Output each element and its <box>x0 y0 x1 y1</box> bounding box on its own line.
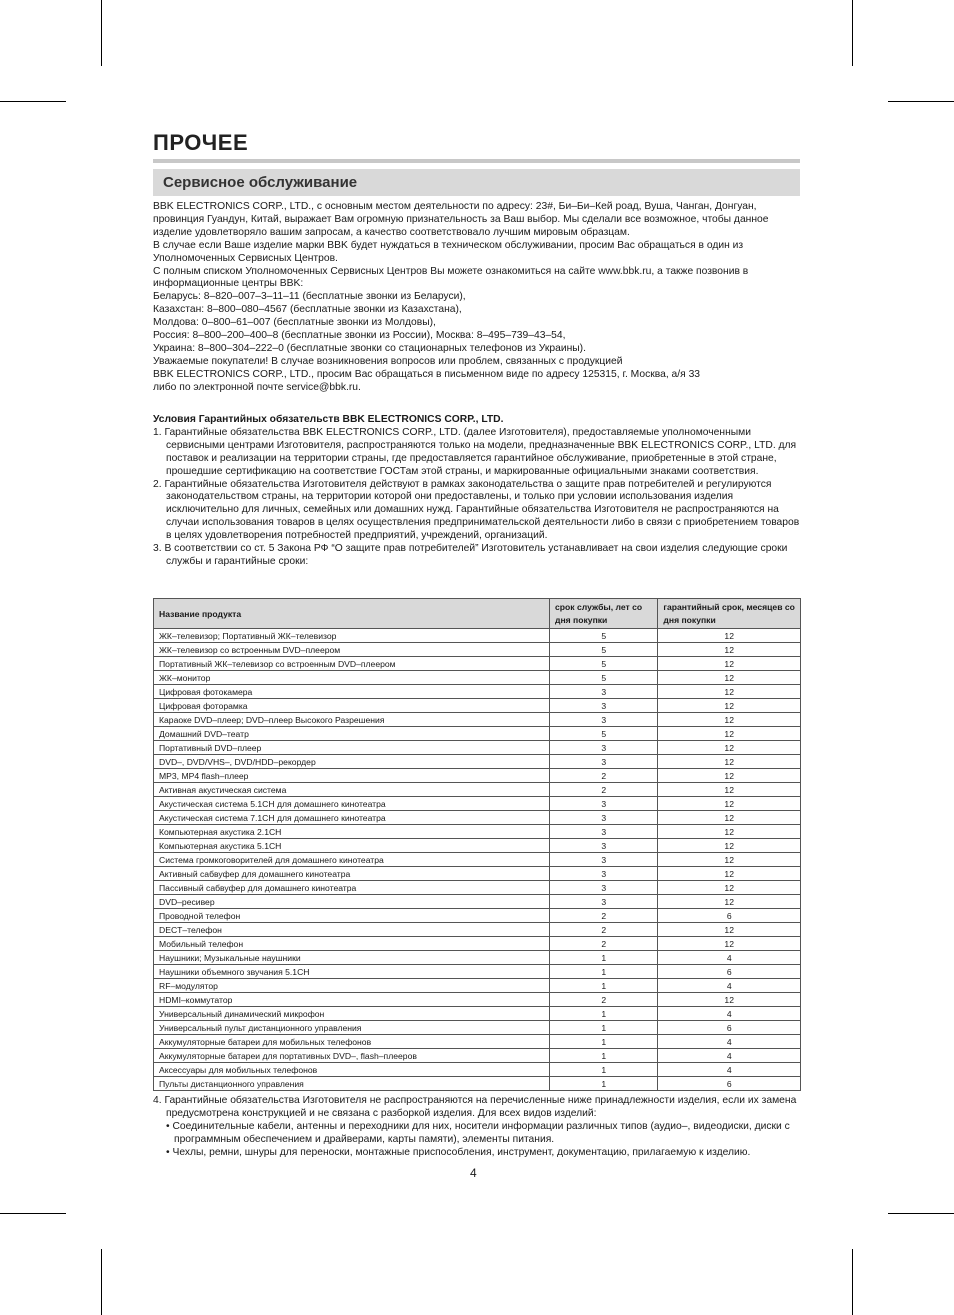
warranty-cell: 12 <box>658 783 801 797</box>
warranty-cell: 6 <box>658 1021 801 1035</box>
table-row <box>154 825 801 839</box>
warranty-cell: 4 <box>658 1063 801 1077</box>
conditions-title: Условия Гарантийных обязательств BBK ELECTRONICS CORP., LTD. <box>153 414 504 425</box>
warranty-cell: 12 <box>658 853 801 867</box>
crop-mark <box>888 101 954 102</box>
service-life-cell: 1 <box>550 965 658 979</box>
product-cell: Акустическая система 5.1CH для домашнего кинотеатра <box>154 797 550 811</box>
product-cell: DVD–ресивер <box>154 895 550 909</box>
warranty-cell: 12 <box>658 923 801 937</box>
product-cell: Компьютерная акустика 5.1CH <box>154 839 550 853</box>
product-cell: Наушники объемного звучания 5.1CH <box>154 965 550 979</box>
service-life-cell: 3 <box>550 895 658 909</box>
warranty-cell: 12 <box>658 685 801 699</box>
table-row <box>154 979 801 993</box>
service-life-cell: 1 <box>550 1077 658 1091</box>
contact-line: Казахстан: 8–800–080–4567 (бесплатные звонки из Казахстана), <box>153 304 462 316</box>
service-life-cell: 1 <box>550 1021 658 1035</box>
warranty-cell: 12 <box>658 937 801 951</box>
product-cell: MP3, MP4 flash–плеер <box>154 769 550 783</box>
table-header-row <box>154 599 801 629</box>
warranty-cell: 4 <box>658 1035 801 1049</box>
contact-line: Молдова: 0–800–61–007 (бесплатные звонки из Молдовы), <box>153 317 436 329</box>
product-cell: Аксессуары для мобильных телефонов <box>154 1063 550 1077</box>
service-life-cell: 1 <box>550 979 658 993</box>
service-life-cell: 5 <box>550 671 658 685</box>
product-cell: Наушники; Музыкальные наушники <box>154 951 550 965</box>
service-life-cell: 2 <box>550 909 658 923</box>
service-life-cell: 1 <box>550 1049 658 1063</box>
table-row <box>154 1035 801 1049</box>
table-row <box>154 853 801 867</box>
table-row <box>154 1049 801 1063</box>
service-life-cell: 3 <box>550 825 658 839</box>
warranty-cell: 12 <box>658 727 801 741</box>
condition-item: 3. В соответствии со ст. 5 Закона РФ “О защите прав потребителей” Изготовитель устанавливает на свои изделия следующие сроки службы и гарантийные сроки: <box>153 543 788 567</box>
table-row <box>154 881 801 895</box>
warranty-cell: 12 <box>658 797 801 811</box>
crop-mark <box>0 1213 66 1214</box>
service-life-cell: 3 <box>550 741 658 755</box>
product-cell: Акустическая система 7.1CH для домашнего кинотеатра <box>154 811 550 825</box>
table-row <box>154 783 801 797</box>
crop-mark <box>888 1213 954 1214</box>
table-row <box>154 727 801 741</box>
page-number: 4 <box>470 1166 477 1180</box>
product-cell: Активный сабвуфер для домашнего кинотеатра <box>154 867 550 881</box>
product-cell: Компьютерная акустика 2.1CH <box>154 825 550 839</box>
contact-line: Украина: 8–800–304–222–0 (бесплатные звонки со стационарных телефонов из Украины). <box>153 342 586 354</box>
warranty-cell: 6 <box>658 909 801 923</box>
product-cell: Мобильный телефон <box>154 937 550 951</box>
service-life-cell: 5 <box>550 643 658 657</box>
table-row <box>154 769 801 783</box>
table-row <box>154 685 801 699</box>
product-cell: Портативный DVD–плеер <box>154 741 550 755</box>
table-row <box>154 1007 801 1021</box>
intro-paragraph: BBK ELECTRONICS CORP., LTD., с основным местом деятельности по адресу: 23#, Би–Би–Кей роад, Вуша, Чанган, Донгуан, провинция Гуандун, Китай, выражает Вам огромную признательность за Ваш выбор. Мы сделали все возможное, чтобы данное изделие удовлетворяло вашим запросам, а качество соответствовало лучшим мировым образцам. <box>153 201 769 238</box>
table-row <box>154 923 801 937</box>
crop-mark <box>101 0 102 66</box>
product-cell: Пассивный сабвуфер для домашнего кинотеатра <box>154 881 550 895</box>
condition-item: 1. Гарантийные обязательства BBK ELECTRONICS CORP., LTD. (далее Изготовителя), предоставляемые уполномоченными сервисными центрами Изготовителя, распространяются только на модели, предназначенные BBK ELECTRONICS CORP., LTD. для поставок и реализации на территории страны, где предоставляется гарантийное обслуживание, приобретенные в этой стране, прошедшие сертификацию на соответствие ГОСТам этой страны, и маркированные официальными знаками соответствия. <box>153 426 797 477</box>
table-row <box>154 993 801 1007</box>
service-life-cell: 2 <box>550 783 658 797</box>
service-life-cell: 2 <box>550 769 658 783</box>
warranty-cell: 12 <box>658 699 801 713</box>
intro-paragraph: либо по электронной почте service@bbk.ru. <box>153 381 361 393</box>
table-row <box>154 713 801 727</box>
service-life-cell: 3 <box>550 699 658 713</box>
crop-mark <box>101 1249 102 1315</box>
warranty-cell: 12 <box>658 741 801 755</box>
warranty-cell: 4 <box>658 951 801 965</box>
crop-mark <box>0 101 66 102</box>
table-row <box>154 895 801 909</box>
bullet-item: • Соединительные кабели, антенны и переходники для них, носители информации различных типов (аудио–, видеодиски, диски с программным обеспечением и драйверами, карты памяти), элементы питания. <box>166 1120 790 1145</box>
product-cell: Портативный ЖК–телевизор со встроенным DVD–плеером <box>154 657 550 671</box>
table-row <box>154 741 801 755</box>
product-cell: Активная акустическая система <box>154 783 550 797</box>
table-row <box>154 811 801 825</box>
warranty-cell: 12 <box>658 895 801 909</box>
section-band <box>153 169 800 196</box>
product-cell: Пульты дистанционного управления <box>154 1077 550 1091</box>
table-row <box>154 839 801 853</box>
warranty-cell: 12 <box>658 657 801 671</box>
warranty-cell: 12 <box>658 671 801 685</box>
table-row <box>154 643 801 657</box>
product-cell: ЖК–монитор <box>154 671 550 685</box>
product-cell: Домашний DVD–театр <box>154 727 550 741</box>
contact-line: Россия: 8–800–200–400–8 (бесплатные звонки из России), Москва: 8–495–739–43–54, <box>153 330 566 342</box>
service-life-cell: 3 <box>550 839 658 853</box>
table-row <box>154 937 801 951</box>
footer-block <box>153 1095 803 1160</box>
service-life-cell: 2 <box>550 923 658 937</box>
service-life-cell: 5 <box>550 727 658 741</box>
intro-paragraph: Уважаемые покупатели! В случае возникновения вопросов или проблем, связанных с продукцией <box>153 355 623 367</box>
condition-item: 4. Гарантийные обязательства Изготовителя не распространяются на перечисленные ниже принадлежности изделия, если их замена предусмотрена конструкцией и не связана с разборкой изделия. Для всех видов изделий: <box>153 1095 797 1119</box>
table-row <box>154 951 801 965</box>
table-row <box>154 657 801 671</box>
warranty-cell: 12 <box>658 825 801 839</box>
service-life-cell: 3 <box>550 685 658 699</box>
product-cell: ЖК–телевизор со встроенным DVD–плеером <box>154 643 550 657</box>
product-cell: Аккумуляторные батареи для портативных DVD–, flash–плееров <box>154 1049 550 1063</box>
service-life-cell: 3 <box>550 811 658 825</box>
product-cell: Универсальный пульт дистанционного управления <box>154 1021 550 1035</box>
intro-block <box>153 201 803 395</box>
table-row <box>154 1063 801 1077</box>
warranty-table <box>153 598 801 1091</box>
warranty-cell: 12 <box>658 713 801 727</box>
service-life-cell: 3 <box>550 713 658 727</box>
condition-item: 2. Гарантийные обязательства Изготовителя действуют в рамках законодательства о защите прав потребителей и регулируются законодательством страны, на территории которой они предоставлены, и только при условии использования изделия исключительно для личных, семейных или домашних нужд. Гарантийные обязательства Изготовителя не распространяются на случаи использования товаров в целях осуществления предпринимательской деятельности либо в связи с приобретением товаров в целях удовлетворения потребностей предприятий, учреждений, организаций. <box>153 478 800 542</box>
product-cell: Система громкоговорителей для домашнего кинотеатра <box>154 853 550 867</box>
warranty-cell: 12 <box>658 755 801 769</box>
warranty-cell: 12 <box>658 993 801 1007</box>
warranty-cell: 6 <box>658 965 801 979</box>
intro-paragraph: В случае если Ваше изделие марки BBK будет нуждаться в техническом обслуживании, просим Вас обращаться в один из Уполномоченных Сервисных Центров. <box>153 239 744 264</box>
product-cell: Аккумуляторные батареи для мобильных телефонов <box>154 1035 550 1049</box>
product-cell: Караоке DVD–плеер; DVD–плеер Высокого Разрешения <box>154 713 550 727</box>
table-row <box>154 1077 801 1091</box>
warranty-cell: 12 <box>658 867 801 881</box>
header-warranty: гарантийный срок, месяцев со дня покупки <box>658 599 801 629</box>
service-life-cell: 1 <box>550 1007 658 1021</box>
service-life-cell: 3 <box>550 881 658 895</box>
service-life-cell: 5 <box>550 629 658 643</box>
warranty-cell: 12 <box>658 643 801 657</box>
warranty-cell: 12 <box>658 839 801 853</box>
product-cell: Цифровая фотокамера <box>154 685 550 699</box>
service-life-cell: 3 <box>550 797 658 811</box>
intro-paragraph: BBK ELECTRONICS CORP., LTD., просим Вас обращаться в письменном виде по адресу 125315, г. Москва, а/я 33 <box>153 368 701 380</box>
crop-mark <box>852 1249 853 1315</box>
heading-rule <box>153 159 800 163</box>
table-row <box>154 867 801 881</box>
warranty-cell: 4 <box>658 979 801 993</box>
table-row <box>154 755 801 769</box>
service-life-cell: 1 <box>550 1035 658 1049</box>
intro-paragraph: С полным списком Уполномоченных Сервисных Центров Вы можете ознакомиться на сайте www.bbk.ru, а также позвонив в информационные центры BBK: <box>153 265 749 290</box>
service-life-cell: 1 <box>550 1063 658 1077</box>
conditions-block <box>153 414 803 569</box>
table-row <box>154 629 801 643</box>
service-life-cell: 2 <box>550 993 658 1007</box>
service-life-cell: 1 <box>550 951 658 965</box>
service-life-cell: 2 <box>550 937 658 951</box>
contact-line: Беларусь: 8–820–007–3–11–11 (бесплатные звонки из Беларуси), <box>153 291 466 303</box>
product-cell: RF–модулятор <box>154 979 550 993</box>
header-product: Название продукта <box>154 599 550 629</box>
table-row <box>154 909 801 923</box>
service-life-cell: 3 <box>550 755 658 769</box>
warranty-cell: 6 <box>658 1077 801 1091</box>
product-cell: Проводной телефон <box>154 909 550 923</box>
crop-mark <box>852 0 853 66</box>
table-row <box>154 797 801 811</box>
product-cell: Универсальный динамический микрофон <box>154 1007 550 1021</box>
table-row <box>154 965 801 979</box>
warranty-cell: 12 <box>658 881 801 895</box>
service-life-cell: 5 <box>550 657 658 671</box>
warranty-cell: 12 <box>658 769 801 783</box>
bullet-item: • Чехлы, ремни, шнуры для переноски, монтажные приспособления, инструмент, документацию, прилагаемую к изделию. <box>166 1146 751 1158</box>
warranty-cell: 12 <box>658 811 801 825</box>
section-title: Сервисное обслуживание <box>163 174 358 191</box>
product-cell: HDMI–коммутатор <box>154 993 550 1007</box>
warranty-cell: 4 <box>658 1007 801 1021</box>
warranty-cell: 4 <box>658 1049 801 1063</box>
table-row <box>154 699 801 713</box>
header-service-life: срок службы, лет со дня покупки <box>550 599 658 629</box>
product-cell: DVD–, DVD/VHS–, DVD/HDD–рекордер <box>154 755 550 769</box>
product-cell: Цифровая фоторамка <box>154 699 550 713</box>
warranty-cell: 12 <box>658 629 801 643</box>
table-row <box>154 1021 801 1035</box>
product-cell: DECT–телефон <box>154 923 550 937</box>
page-heading: ПРОЧЕЕ <box>153 130 249 155</box>
product-cell: ЖК–телевизор; Портативный ЖК–телевизор <box>154 629 550 643</box>
service-life-cell: 3 <box>550 853 658 867</box>
table-row <box>154 671 801 685</box>
service-life-cell: 3 <box>550 867 658 881</box>
